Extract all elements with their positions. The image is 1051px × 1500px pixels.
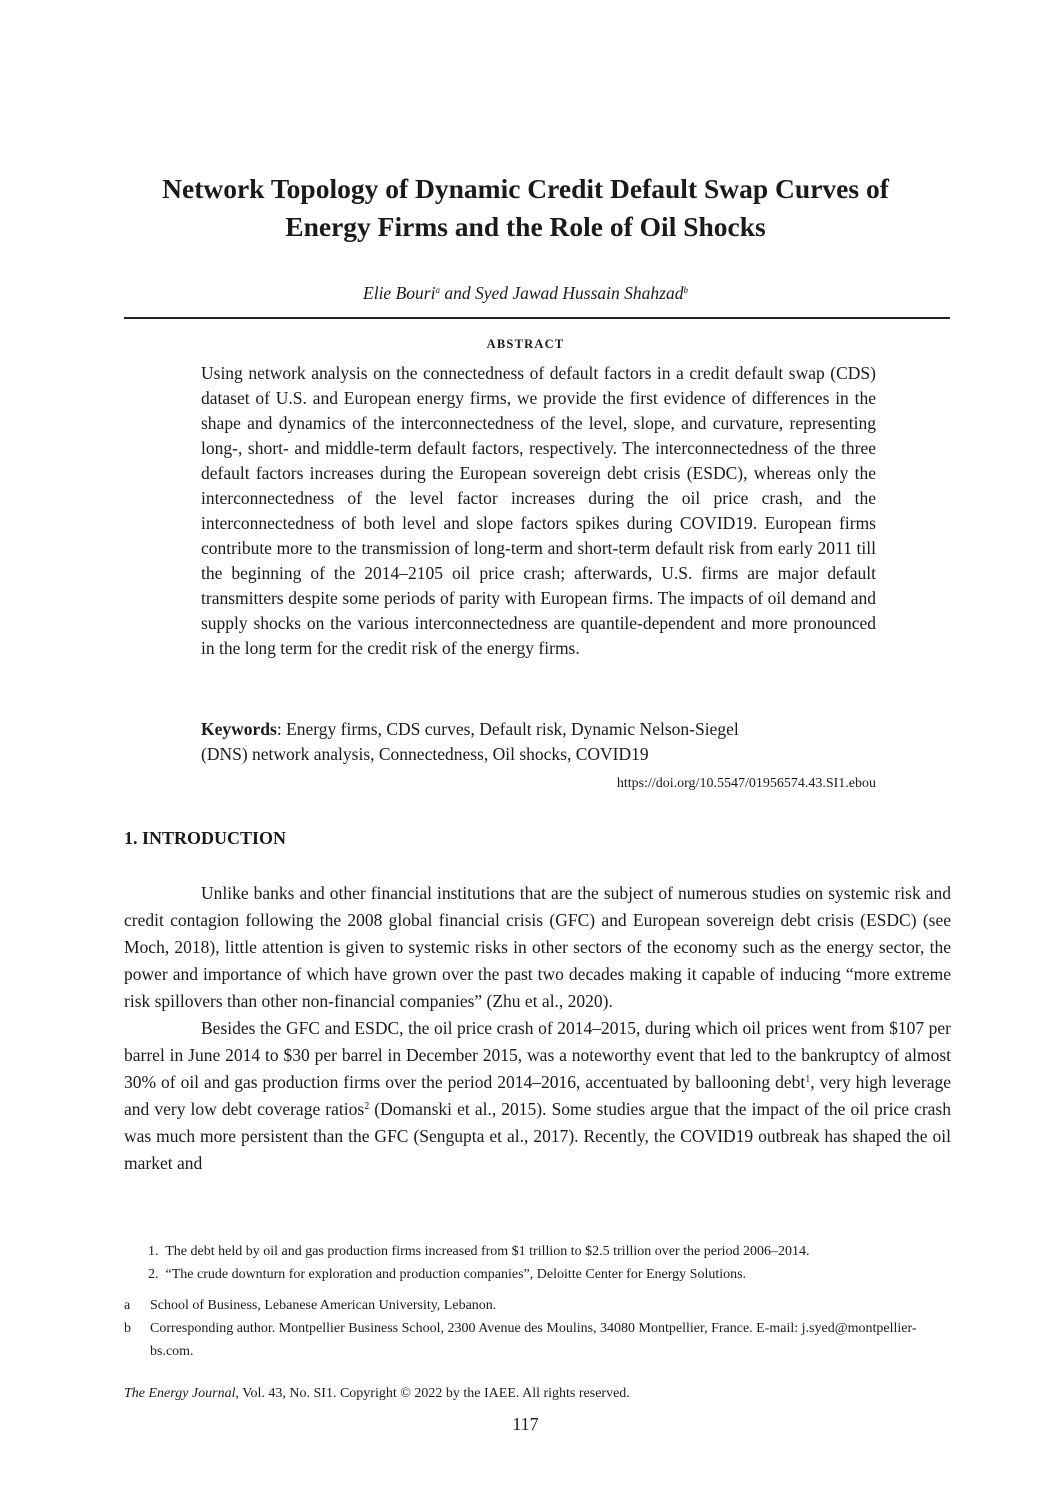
footnote-2: 2. “The crude downturn for exploration and production companies”, Deloitte Center for Energy Solutions. [148, 1267, 747, 1282]
doi-link[interactable]: https://doi.org/10.5547/01956574.43.SI1.ebou [616, 776, 876, 791]
paragraph-2 [124, 1015, 951, 1177]
keywords-label: Keywords [201, 719, 277, 739]
affiliation-b-mark: b [124, 1321, 131, 1336]
affiliation-a-mark: a [124, 1298, 131, 1313]
author-2: Syed Jawad Hussain Shahzad [474, 283, 684, 303]
affiliations [124, 1294, 951, 1363]
affiliation-a [124, 1294, 951, 1317]
title-line-1: Network Topology of Dynamic Credit Default Swap Curves of [162, 173, 889, 204]
affiliation-b [124, 1317, 951, 1363]
section-heading: 1. INTRODUCTION [124, 828, 287, 848]
author-2-mark: b [683, 285, 688, 295]
page-number: 117 [512, 1414, 539, 1434]
abstract-heading: ABSTRACT [486, 337, 565, 351]
author-1: Elie Bouri [363, 283, 436, 303]
author-connector: and [439, 283, 475, 303]
paper-title [100, 170, 951, 246]
journal-name: The Energy Journal [124, 1386, 236, 1401]
footnote-1: 1. The debt held by oil and gas production firms increased from $1 trillion to $2.5 trillion over the period 2006–2014. [148, 1244, 810, 1259]
title-line-2: Energy Firms and the Role of Oil Shocks [285, 211, 766, 242]
author-1-mark: a [435, 285, 440, 295]
footnotes [148, 1240, 951, 1286]
paragraph-2-part-3: (Domanski et al., 2015). Some studies argue that the impact of the oil price crash was much more persistent than the GFC (Sengupta et al., 2017). Recently, the COVID19 outbreak has shaped the oil market and [124, 1099, 951, 1173]
affiliation-b-text: Corresponding author. Montpellier Business School, 2300 Avenue des Moulins, 34080 Montpellier, France. E-mail: j.syed@montpellier-bs.com. [150, 1321, 917, 1359]
footnote-ref-2[interactable]: 2 [364, 1101, 370, 1112]
affiliation-a-text: School of Business, Lebanese American University, Lebanon. [150, 1298, 497, 1313]
footnote-ref-1[interactable]: 1 [805, 1074, 811, 1085]
keywords-line-2: (DNS) network analysis, Connectedness, Oil shocks, COVID19 [201, 744, 649, 764]
body-text [124, 880, 951, 1177]
journal-citation [124, 1386, 951, 1402]
paragraph-1: Unlike banks and other financial institutions that are the subject of numerous studies on systemic risk and credit contagion following the 2008 global financial crisis (GFC) and European sovereign debt crisis (ESDC) (see Moch, 2018), little attention is given to systemic risks in other sectors of the economy such as the energy sector, the power and importance of which have grown over the past two decades making it capable of inducing “more extreme risk spillovers than other non-financial companies” (Zhu et al., 2020). [124, 883, 951, 1011]
author-line [0, 283, 1051, 304]
paragraph-2-part-2: , very high leverage and very low debt coverage ratios [124, 1072, 951, 1119]
abstract-text: Using network analysis on the connectedness of default factors in a credit default swap (CDS) dataset of U.S. and European energy firms, we provide the first evidence of differences in the shape and dynamics of the interconnectedness of the level, slope, and curvature, representing long-, short- and middle-term default factors, respectively. The interconnectedness of the three default factors increases during the European sovereign debt crisis (ESDC), whereas only the interconnectedness of the level factor increases during the oil price crash, and the interconnectedness of both level and slope factors spikes during COVID19. European firms contribute more to the transmission of long-term and short-term default risk from early 2011 till the beginning of the 2014–2105 oil price crash; afterwards, U.S. firms are major default transmitters despite some periods of parity with European firms. The impacts of oil demand and supply shocks on the various interconnectedness are quantile-dependent and more pronounced in the long term for the credit risk of the energy firms. [201, 363, 876, 658]
paragraph-2-part-1: Besides the GFC and ESDC, the oil price crash of 2014–2015, during which oil prices went from $107 per barrel in June 2014 to $30 per barrel in December 2015, was a noteworthy event that led to the bankruptcy of almost 30% of oil and gas production firms over the period 2014–2016, accentuated by ballooning debt [124, 1018, 951, 1092]
keywords [201, 717, 876, 767]
journal-details: , Vol. 43, No. SI1. Copyright © 2022 by the IAEE. All rights reserved. [235, 1386, 630, 1401]
keywords-line-1: : Energy firms, CDS curves, Default risk, Dynamic Nelson-Siegel [276, 719, 739, 739]
header-rule [124, 317, 950, 319]
